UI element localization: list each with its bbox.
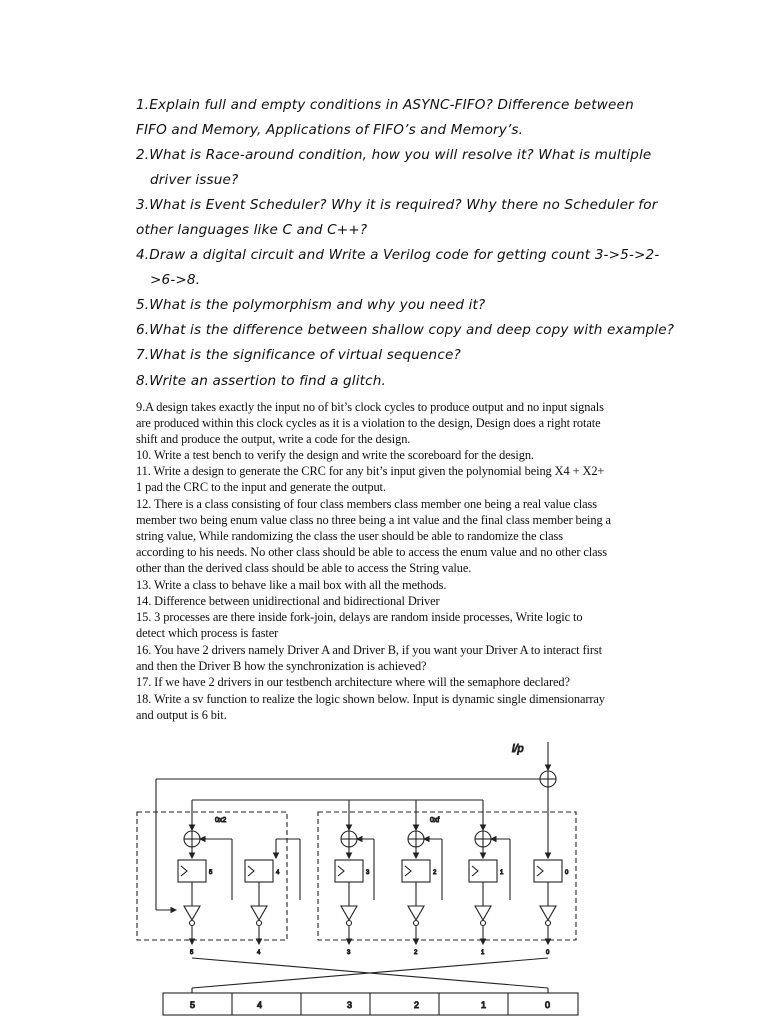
question-line: and then the Driver B how the synchronization is achieved? <box>136 659 427 673</box>
buffer <box>475 906 491 926</box>
question-line: other languages like C and C++? <box>136 222 368 238</box>
register-bit-label: 4 <box>276 870 280 876</box>
question-line: 12. There is a class consisting of four class members class member one being a real value class <box>136 497 597 511</box>
xor-gate <box>341 831 357 847</box>
question-line: 9.A design takes exactly the input no of bit’s clock cycles to produce output and no input signals <box>136 400 604 414</box>
xor-gate <box>184 831 200 847</box>
question-line: 5.What is the polymorphism and why you need it? <box>136 297 486 313</box>
register <box>245 860 273 882</box>
question-line: shift and produce the output, write a code for the design. <box>136 432 411 446</box>
question-line: driver issue? <box>150 172 239 188</box>
question-line: are produced within this clock cycles as it is a violation to the design, Design does a right rotate <box>136 416 601 430</box>
question-line: string value, While randomizing the class the user should be able to randomize the class <box>136 529 563 543</box>
register <box>402 860 430 882</box>
output-label: 1 <box>481 950 485 956</box>
question-line: other than the derived class should be able to access the String value. <box>136 561 472 575</box>
group-box-0x2 <box>137 812 287 940</box>
buffer <box>341 906 357 926</box>
question-line: detect which process is faster <box>136 626 279 640</box>
xor-gate <box>475 831 491 847</box>
question-line: 16. You have 2 drivers namely Driver A and Driver B, if you want your Driver A to interact first <box>136 643 602 657</box>
output-label: 4 <box>257 950 261 956</box>
register <box>534 860 562 882</box>
question-line: >6->8. <box>150 272 201 288</box>
bus-bit-label: 3 <box>347 1000 353 1010</box>
register <box>469 860 497 882</box>
question-line: 2.What is Race-around condition, how you will resolve it? What is multiple <box>136 147 652 163</box>
xor-gate <box>408 831 424 847</box>
output-label: 3 <box>347 950 351 956</box>
buffer <box>540 906 556 926</box>
question-line: 4.Draw a digital circuit and Write a Verilog code for getting count 3->5->2- <box>136 247 660 263</box>
question-line: 3.What is Event Scheduler? Why it is required? Why there no Scheduler for <box>136 197 658 213</box>
bus-bit-label: 2 <box>414 1000 420 1010</box>
output-label: 2 <box>414 950 418 956</box>
question-line: 1 pad the CRC to the input and generate the output. <box>136 480 386 494</box>
output-label: 0 <box>546 950 550 956</box>
register <box>178 860 206 882</box>
question-line: 15. 3 processes are there inside fork-join, delays are random inside processes, Write logic to <box>136 610 583 624</box>
group-label-0xf: 0xf <box>430 817 440 824</box>
question-line: and output is 6 bit. <box>136 708 227 722</box>
question-line: 8.Write an assertion to find a glitch. <box>136 373 386 389</box>
question-line: 6.What is the difference between shallow copy and deep copy with example? <box>136 322 675 338</box>
question-line: member two being enum value class no three being a int value and the final class member being a <box>136 513 611 527</box>
register-bit-label: 1 <box>500 870 504 876</box>
register-bit-label: 5 <box>209 870 213 876</box>
question-line: 1.Explain full and empty conditions in ASYNC-FIFO? Difference between <box>136 97 634 113</box>
question-line: FIFO and Memory, Applications of FIFO’s and Memory’s. <box>136 122 524 138</box>
bus-bit-label: 0 <box>545 1000 551 1010</box>
group-label-0x2: 0x2 <box>215 817 227 824</box>
bus-bit-label: 4 <box>257 1000 263 1010</box>
bus-bit-label: 1 <box>481 1000 487 1010</box>
register-bit-label: 2 <box>433 870 437 876</box>
question-line: 14. Difference between unidirectional and bidirectional Driver <box>136 594 440 608</box>
buffer <box>251 906 267 926</box>
question-line: 17. If we have 2 drivers in our testbench architecture where will the semaphore declared? <box>136 675 570 689</box>
input-label: i/p <box>512 743 524 755</box>
question-line: 11. Write a design to generate the CRC for any bit’s input given the polynomial being X4 + X2+ <box>136 464 605 478</box>
question-line: 10. Write a test bench to verify the design and write the scoreboard for the design. <box>136 448 534 462</box>
register-bit-label: 0 <box>565 870 569 876</box>
question-line: 7.What is the significance of virtual sequence? <box>136 347 461 363</box>
question-line: 18. Write a sv function to realize the logic shown below. Input is dynamic single dimensionarray <box>136 692 605 706</box>
register <box>335 860 363 882</box>
buffer <box>184 906 200 926</box>
output-label: 5 <box>190 950 194 956</box>
question-line: 13. Write a class to behave like a mail box with all the methods. <box>136 578 447 592</box>
question-line: according to his needs. No other class should be able to access the enum value and no other class <box>136 545 607 559</box>
bus-bit-label: 5 <box>190 1000 196 1010</box>
buffer <box>408 906 424 926</box>
register-bit-label: 3 <box>366 870 370 876</box>
